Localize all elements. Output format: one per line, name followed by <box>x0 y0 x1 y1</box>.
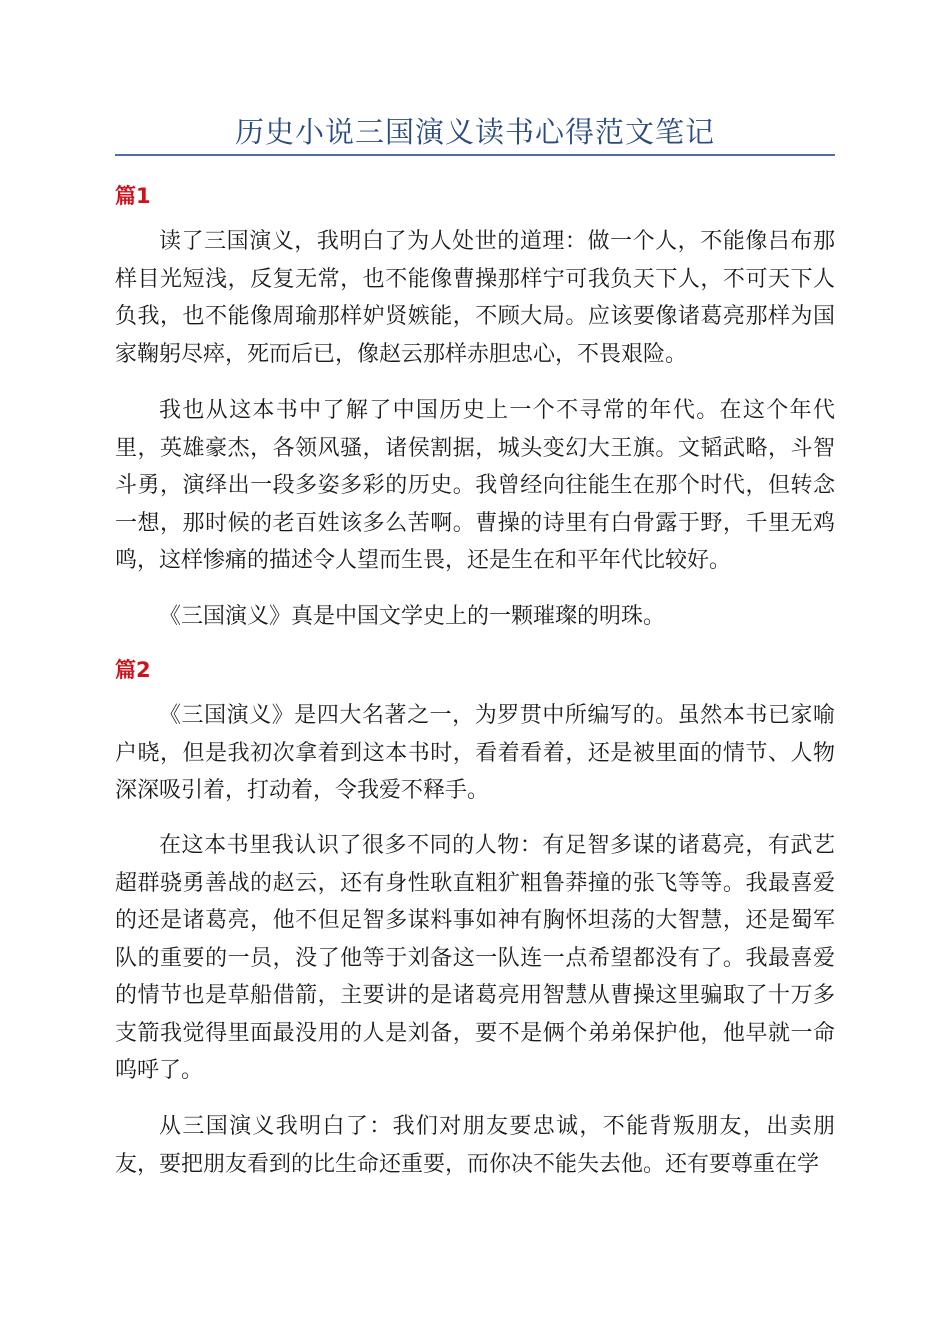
title-underline <box>115 154 835 156</box>
section-2-paragraph-2: 在这本书里我认识了很多不同的人物：有足智多谋的诸葛亮，有武艺超群骁勇善战的赵云，还有身性耿直粗犷粗鲁莽撞的张飞等等。我最喜爱的还是诸葛亮，他不但足智多谋料事如神有胸怀坦荡的大智慧，还是蜀军队的重要的一员，没了他等于刘备这一队连一点希望都没有了。我最喜爱的情节也是草船借箭，主要讲的是诸葛亮用智慧从曹操这里骗取了十万多支箭我觉得里面最没用的人是刘备，要不是俩个弟弟保护他，他早就一命呜呼了。 <box>115 833 835 1083</box>
section-1-paragraph-1: 读了三国演义，我明白了为人处世的道理：做一个人，不能像吕布那样目光短浅，反复无常，也不能像曹操那样宁可我负天下人，不可天下人负我，也不能像周瑜那样妒贤嫉能，不顾大局。应该要像诸葛亮那样为国家鞠躬尽瘁，死而后已，像赵云那样赤胆忠心，不畏艰险。 <box>115 229 835 367</box>
section-1-paragraph-3: 《三国演义》真是中国文学史上的一颗璀璨的明珠。 <box>159 604 666 629</box>
section-1-paragraph-2: 我也从这本书中了解了中国历史上一个不寻常的年代。在这个年代里，英雄豪杰，各领风骚，诸侯割据，城头变幻大王旗。文韬武略，斗智斗勇，演绎出一段多姿多彩的历史。我曾经向往能生在那个时代，但转念一想，那时候的老百姓该多么苦啊。曹操的诗里有白骨露于野，千里无鸡鸣，这样惨痛的描述令人望而生畏，还是生在和平年代比较好。 <box>115 398 835 573</box>
section-heading-1: 篇1 <box>115 184 151 208</box>
document-title: 历史小说三国演义读书心得范文笔记 <box>234 115 715 149</box>
section-heading-2: 篇2 <box>115 658 151 682</box>
section-2-paragraph-3: 从三国演义我明白了：我们对朋友要忠诚，不能背叛朋友，出卖朋友，要把朋友看到的比生命还重要，而你决不能失去他。还有要尊重在学 <box>115 1114 835 1177</box>
section-2-paragraph-1: 《三国演义》是四大名著之一，为罗贯中所编写的。虽然本书已家喻户晓，但是我初次拿着到这本书时，看着看着，还是被里面的情节、人物深深吸引着，打动着，令我爱不释手。 <box>115 703 835 803</box>
